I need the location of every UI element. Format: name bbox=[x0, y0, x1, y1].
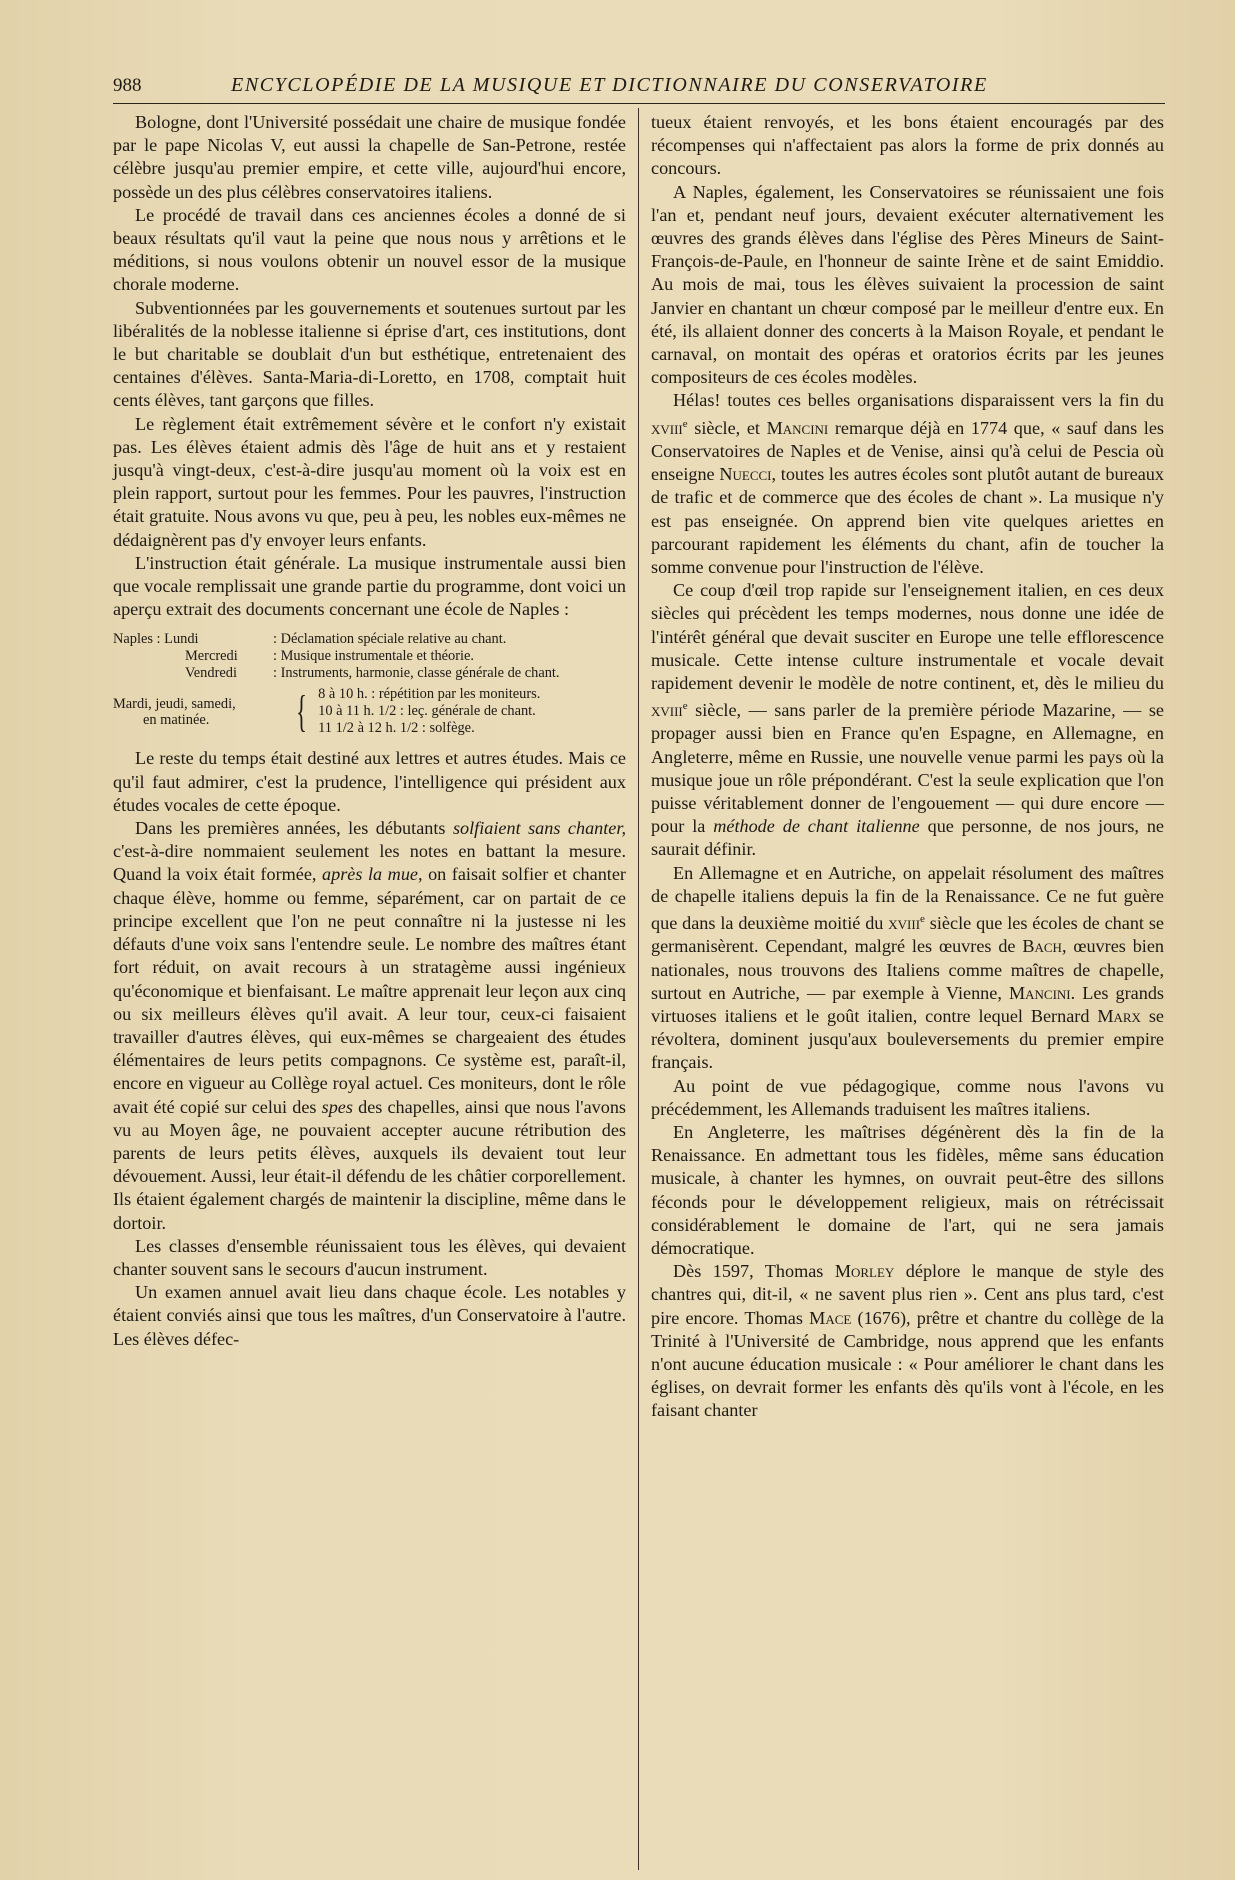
schedule-item: 10 à 11 h. 1/2 : leç. générale de chant. bbox=[318, 703, 536, 720]
smallcaps-run: xviii bbox=[651, 700, 683, 721]
text-run: des chapelles, ainsi que nous l'avons vu au Moyen âge, ne pouvaient accepter aucune rétribution des parents de leurs petits élèves, auxquels ils devaient tout leur dévouement. Aussi, leur était-il défendu de les châtier corporellement. Ils étaient également chargés de maintenir la discipline, même dans le dortoir. bbox=[113, 1096, 627, 1233]
paragraph bbox=[651, 579, 1164, 862]
text-run: déplore le manque de style des chantres qui, dit-il, « ne savent plus rien ». Cent ans plus tard, c'est pire encore. Thomas bbox=[651, 1261, 1164, 1328]
text-run: se révoltera, dominent jusqu'aux bouleversements du premier empire français. bbox=[651, 1005, 1165, 1073]
text-run: Dès 1597, Thomas bbox=[673, 1261, 835, 1282]
right-column bbox=[651, 111, 1164, 1423]
schedule-row bbox=[113, 648, 626, 665]
schedule-item: 8 à 10 h. : répétition par les moniteurs. bbox=[318, 686, 541, 703]
paragraph bbox=[651, 1260, 1164, 1422]
author-name: Nuecci bbox=[719, 464, 772, 485]
superscript: e bbox=[682, 700, 688, 713]
paragraph: Un examen annuel avait lieu dans chaque école. Les notables y étaient conviés ainsi que tous les maîtres, d'un Conservatoire à l'autre. Les élèves défec- bbox=[113, 1282, 626, 1349]
author-name: Mace bbox=[809, 1307, 852, 1328]
paragraph: Subventionnées par les gouvernements et soutenues surtout par les libéralités de la noblesse italienne si éprise d'art, ces institutions, dont le but charitable se doublait d'un but esthétique, entretenaient des centaines d'élèves. Santa-Maria-di-Loretto, en 1708, comptait huit cents élèves, tant garçons que filles. bbox=[113, 297, 626, 411]
column-divider bbox=[638, 108, 639, 1870]
text-run: c'est-à-dire nommaient seulement les notes en battant la mesure. Quand la voix était formée, bbox=[113, 841, 626, 885]
paragraph: Les classes d'ensemble réunissaient tous les élèves, qui devaient chanter souvent sans le secours d'aucun instrument. bbox=[113, 1235, 626, 1279]
text-run: . Les grands virtuoses italiens et le goût italien, contre lequel Bernard bbox=[651, 982, 1165, 1026]
text-run: on faisait solfier et chanter chaque élève, homme ou femme, séparément, car on partait de ce principe excellent que l'on ne peut connaître ni la justesse ni les défauts d'une voix sans l'entendre seule. Le nombre des maîtres étant fort réduit, on avait recours à un stratagème aussi ingénieux qu'économique et bienfaisant. Le maître apprenait leur leçon aux cinq ou six meilleurs élèves qu'il avait. A leur tour, ceux-ci faisaient travailler d'autres élèves, qui eux-mêmes se chargeaient des études élémentaires de leurs petits compagnons. Ce système est, paraît-il, encore en vigueur au Collège royal actuel. Ces moniteurs, dont le rôle avait été copié sur celui des bbox=[113, 864, 626, 1117]
author-name: Mancini bbox=[1008, 982, 1071, 1003]
schedule-morning-label-line: Mardi, jeudi, samedi, bbox=[113, 695, 236, 712]
text-run: Hélas! toutes ces belles organisations disparaissent vers la fin du bbox=[673, 390, 1164, 411]
schedule-morning-items bbox=[318, 686, 626, 737]
paragraph: Au point de vue pédagogique, comme nous l'avons vu précédemment, les Allemands traduisent les maîtres italiens. bbox=[651, 1075, 1164, 1119]
paragraph: L'instruction était générale. La musique instrumentale aussi bien que vocale remplissait une grande partie du programme, dont voici un aperçu extrait des documents concernant une école de Naples : bbox=[113, 552, 626, 620]
paragraph: En Angleterre, les maîtrises dégénèrent dès la fin de la Renaissance. En admettant tous les fidèles, même sans éducation musicale, à chanter les hymnes, on ouvrait peut-être des sillons féconds pour le développement religieux, mais on rétrécissait considérablement le domaine de l'art, qui ne sera jamais démocratique. bbox=[651, 1121, 1164, 1258]
italic-run: solfiaient sans chanter, bbox=[452, 818, 626, 839]
author-name: Bach bbox=[1022, 936, 1062, 957]
text-run: remarque déjà en 1774 que, « sauf dans les Conservatoires de Naples et de Venise, ainsi qu'à celui de Pescia où enseigne bbox=[651, 417, 1164, 485]
page-number: 988 bbox=[113, 75, 142, 96]
running-title: ENCYCLOPÉDIE DE LA MUSIQUE ET DICTIONNAIRE DU CONSERVATOIRE bbox=[231, 74, 988, 96]
schedule-row bbox=[113, 665, 626, 682]
text-run: , toutes les autres écoles sont plutôt autant de bureaux de trafic et de commerce que des écoles de chant ». La musique n'y est pas enseignée. On apprend bien vite quelques ariettes en parcourant rapidement les éléments du chant, afin de toucher la somme convenue pour l'instruction de l'élève. bbox=[651, 464, 1164, 577]
text-run: Ce coup d'œil trop rapide sur l'enseignement italien, en ces deux siècles qui précèdent les temps modernes, nous donne une idée de l'intérêt général que devait susciter en Europe une telle efflorescence musicale. Cette intense culture instrumentale et vocale devait rapidement devenir le modèle de notre continent, et, dès le milieu du bbox=[651, 580, 1164, 693]
author-name: Morley bbox=[834, 1261, 895, 1282]
text-run: , œuvres bien nationales, nous trouvons des Italiens comme maîtres de chapelle, surtout en Autriche, — par exemple à Vienne, bbox=[651, 936, 1165, 1003]
left-column bbox=[113, 111, 626, 1351]
schedule-row-morning bbox=[113, 686, 626, 737]
text-run: que personne, de nos jours, ne saurait définir. bbox=[651, 816, 1165, 860]
schedule-morning-label bbox=[113, 696, 291, 728]
schedule-desc: : Musique instrumentale et théorie. bbox=[273, 648, 475, 665]
italic-run: après la mue, bbox=[322, 864, 423, 885]
italic-run: méthode de chant italienne bbox=[713, 816, 920, 837]
brace-glyph: { bbox=[296, 686, 307, 736]
schedule-row bbox=[113, 631, 626, 648]
paragraph: Le règlement était extrêmement sévère et le confort n'y existait pas. Les élèves étaient admis dès l'âge de huit ans et y restaient jusqu'à vingt-deux, c'est-à-dire jusqu'au moment où la voix est en plein rapport, surtout pour les femmes. Pour les pauvres, l'instruction était gratuite. Nous avons vu que, peu à peu, les nobles eux-mêmes ne dédaignèrent pas d'y envoyer leurs enfants. bbox=[113, 413, 626, 550]
schedule-desc: : Déclamation spéciale relative au chant. bbox=[273, 631, 507, 648]
smallcaps-run: xviii bbox=[651, 417, 683, 438]
text-run: En Allemagne et en Autriche, on appelait résolument des maîtres de chapelle italiens depuis la fin de la Renaissance. Ce ne fut guère que dans la deuxième moitié du bbox=[651, 862, 1164, 934]
paragraph bbox=[651, 862, 1164, 1075]
text-run: siècle, — sans parler de la première période Mazarine, — se propager aussi bien en France qu'en Espagne, en Allemagne, en Angleterre, même en Russie, une nouvelle venue parmi les pays où la musique joue un rôle prépondérant. C'est la seule explication que l'on puisse véritablement donner de l'engouement — qui dure encore — pour la bbox=[651, 700, 1164, 837]
schedule-day: Vendredi bbox=[185, 665, 237, 682]
schedule-desc: : Instruments, harmonie, classe générale de chant. bbox=[273, 665, 560, 682]
superscript: e bbox=[920, 913, 925, 926]
schedule-morning-label-line: en matinée. bbox=[143, 711, 210, 728]
author-name: Mancini bbox=[766, 417, 829, 438]
text-run: Dans les premières années, les débutants bbox=[135, 818, 453, 839]
schedule-day: Naples : Lundi bbox=[113, 631, 199, 648]
naples-schedule bbox=[113, 631, 626, 737]
paragraph: Le reste du temps était destiné aux lettres et autres études. Mais ce qu'il faut admirer, c'est la prudence, l'intelligence qui président aux études vocales de cette époque. bbox=[113, 748, 626, 815]
italic-run: spes bbox=[321, 1096, 353, 1117]
paragraph: Bologne, dont l'Université possédait une chaire de musique fondée par le pape Nicolas V, eut aussi la chapelle de San-Petrone, restée célèbre jusqu'au premier empire, et cette ville, aujourd'hui encore, possède un des plus célèbres conservatoires italiens. bbox=[113, 112, 626, 202]
text-run: siècle, et bbox=[687, 417, 767, 438]
schedule-day: Mercredi bbox=[185, 648, 238, 665]
paragraph bbox=[113, 817, 626, 1235]
schedule-item: 11 1/2 à 12 h. 1/2 : solfège. bbox=[318, 720, 475, 737]
running-header bbox=[113, 73, 1165, 104]
paragraph bbox=[651, 389, 1164, 579]
text-run: siècle que les écoles de chant se germanisèrent. Cependant, malgré les œuvres de bbox=[651, 913, 1164, 957]
paragraph: tueux étaient renvoyés, et les bons étaient encouragés par des récompenses qui n'affectaient pas alors la forme de prix donnés au concours. bbox=[651, 112, 1164, 179]
paragraph: A Naples, également, les Conservatoires se réunissaient une fois l'an et, pendant neuf jours, devaient exécuter alternativement les œuvres des grands élèves dans l'église des Pères Mineurs de Saint-François-de-Paule, en l'honneur de sainte Irène et de saint Emiddio. Au mois de mai, tous les élèves suivaient la procession de saint Janvier en chantant un chœur composé par le meilleur d'entre eux. En été, ils allaient donner des concerts à la Maison Royale, et pendant le carnaval, on montait des opéras et oratorios écrits par les jeunes compositeurs de ces écoles modèles. bbox=[651, 181, 1164, 388]
paragraph: Le procédé de travail dans ces anciennes écoles a donné de si beaux résultats qu'il vaut la peine que nous nous y arrêtions et le méditions, si nous voulons obtenir un nouvel essor de la musique chorale moderne. bbox=[113, 204, 626, 295]
smallcaps-run: xviii bbox=[888, 913, 921, 934]
superscript: e bbox=[682, 417, 688, 430]
text-run: (1676), prêtre et chantre du collège de la Trinité à l'Université de Cambridge, nous apprend que les enfants n'ont aucune éducation musicale : « Pour améliorer le chant dans les églises, on devrait former les enfants dès qu'ils vont à l'école, en les faisant chanter bbox=[651, 1307, 1164, 1421]
author-name: Marx bbox=[1097, 1005, 1141, 1026]
